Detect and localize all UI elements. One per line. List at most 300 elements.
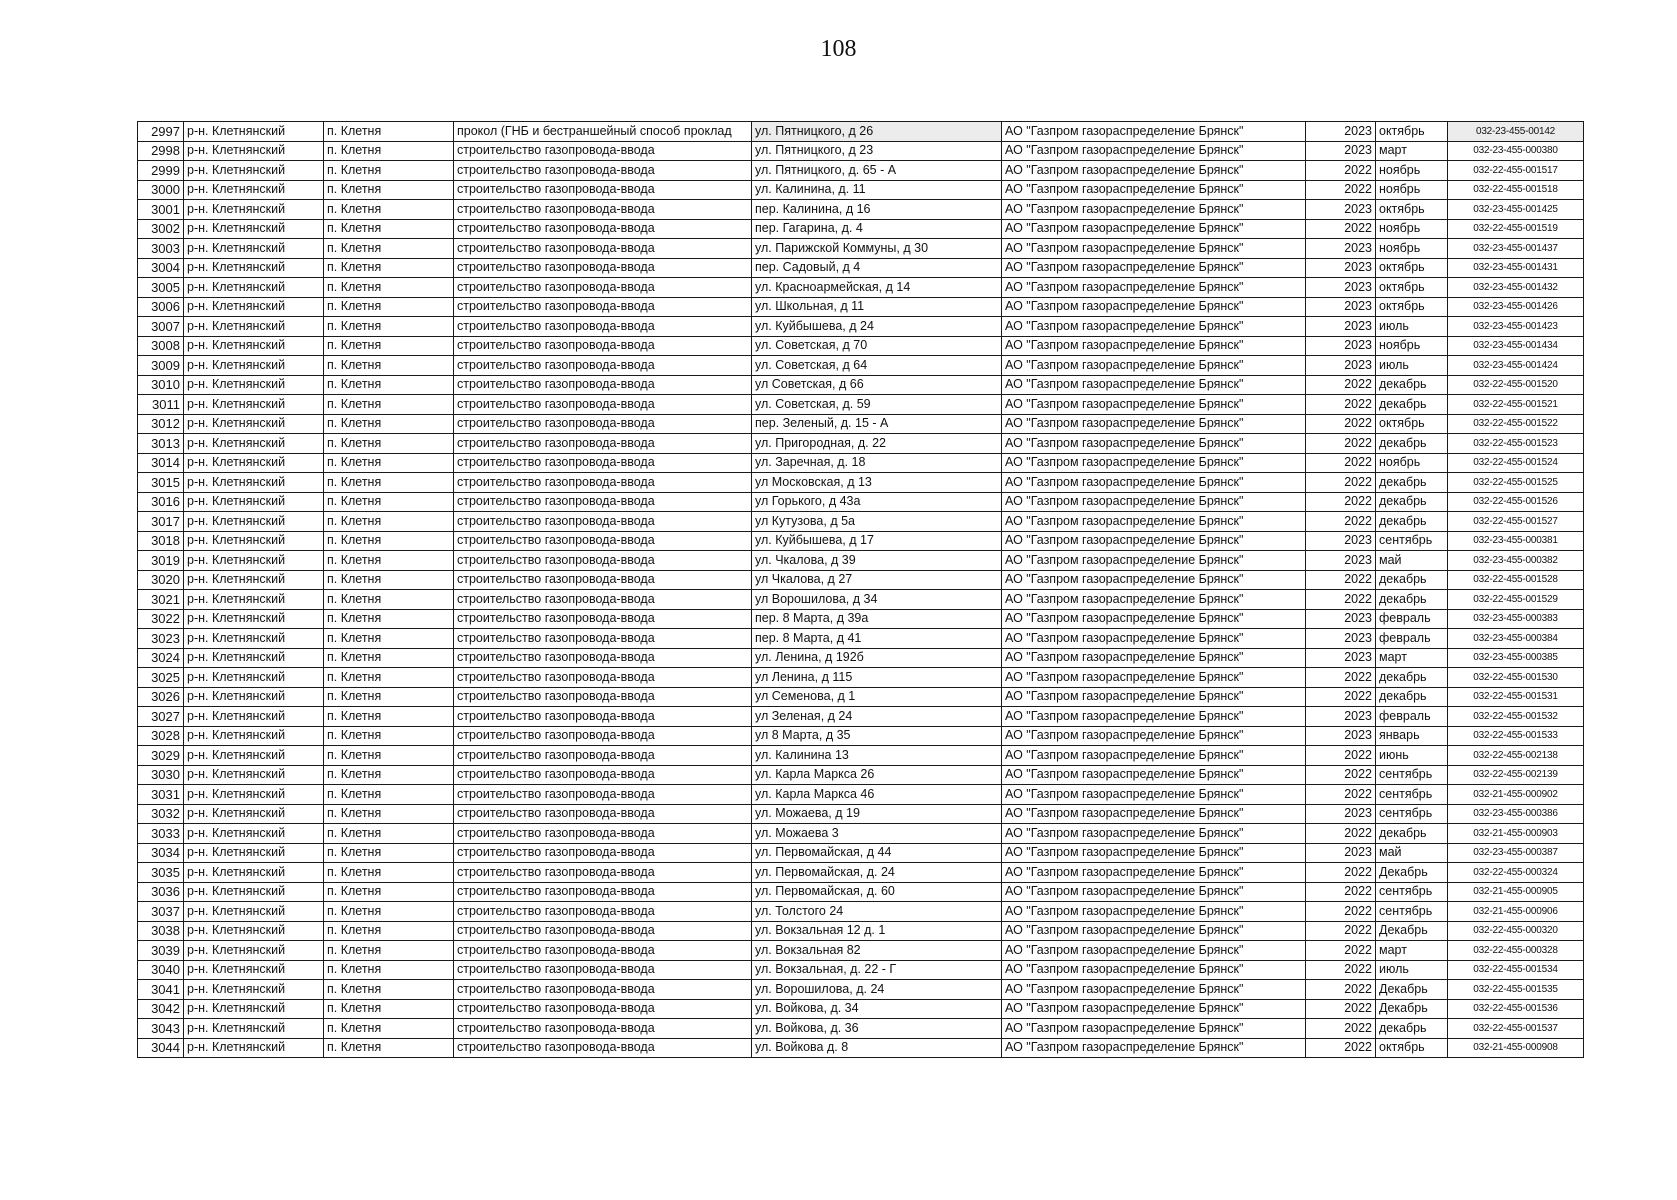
table-row (138, 1038, 1584, 1058)
organization-cell: АО "Газпром газораспределение Брянск" (1002, 239, 1306, 259)
month-cell: сентябрь (1376, 804, 1448, 824)
year-cell: 2023 (1306, 141, 1376, 161)
locality-cell: п. Клетня (324, 239, 454, 259)
table-row (138, 122, 1584, 142)
month-cell: Декабрь (1376, 980, 1448, 1000)
row-number-cell: 3038 (138, 921, 184, 941)
district-cell: р-н. Клетнянский (184, 551, 324, 571)
row-number-cell: 3011 (138, 395, 184, 415)
table-row (138, 200, 1584, 220)
row-number-cell: 3007 (138, 317, 184, 337)
address-cell: ул. Пятницкого, д 23 (752, 141, 1002, 161)
year-cell: 2023 (1306, 551, 1376, 571)
organization-cell: АО "Газпром газораспределение Брянск" (1002, 434, 1306, 454)
row-number-cell: 3037 (138, 902, 184, 922)
row-number-cell: 3000 (138, 180, 184, 200)
district-cell: р-н. Клетнянский (184, 804, 324, 824)
registry-code-cell: 032-23-455-001434 (1448, 336, 1584, 356)
registry-body (138, 122, 1584, 1058)
district-cell: р-н. Клетнянский (184, 999, 324, 1019)
locality-cell: п. Клетня (324, 648, 454, 668)
month-cell: сентябрь (1376, 902, 1448, 922)
table-row (138, 687, 1584, 707)
year-cell: 2023 (1306, 804, 1376, 824)
address-cell: ул Горького, д 43а (752, 492, 1002, 512)
row-number-cell: 3014 (138, 453, 184, 473)
month-cell: октябрь (1376, 258, 1448, 278)
registry-code-cell: 032-22-455-001534 (1448, 960, 1584, 980)
row-number-cell: 3012 (138, 414, 184, 434)
month-cell: июль (1376, 960, 1448, 980)
month-cell: сентябрь (1376, 531, 1448, 551)
month-cell: октябрь (1376, 200, 1448, 220)
organization-cell: АО "Газпром газораспределение Брянск" (1002, 317, 1306, 337)
work-type-cell: строительство газопровода-ввода (454, 941, 752, 961)
month-cell: май (1376, 551, 1448, 571)
work-type-cell: строительство газопровода-ввода (454, 512, 752, 532)
year-cell: 2023 (1306, 629, 1376, 649)
work-type-cell: строительство газопровода-ввода (454, 668, 752, 688)
work-type-cell: строительство газопровода-ввода (454, 999, 752, 1019)
year-cell: 2022 (1306, 1019, 1376, 1039)
year-cell: 2022 (1306, 180, 1376, 200)
month-cell: декабрь (1376, 395, 1448, 415)
registry-code-cell: 032-23-455-00142 (1448, 122, 1584, 142)
table-row (138, 785, 1584, 805)
work-type-cell: строительство газопровода-ввода (454, 785, 752, 805)
table-row (138, 902, 1584, 922)
year-cell: 2023 (1306, 726, 1376, 746)
month-cell: февраль (1376, 629, 1448, 649)
registry-table (137, 121, 1584, 1058)
table-row (138, 980, 1584, 1000)
district-cell: р-н. Клетнянский (184, 980, 324, 1000)
district-cell: р-н. Клетнянский (184, 882, 324, 902)
month-cell: ноябрь (1376, 239, 1448, 259)
registry-code-cell: 032-22-455-000320 (1448, 921, 1584, 941)
work-type-cell: строительство газопровода-ввода (454, 843, 752, 863)
year-cell: 2022 (1306, 999, 1376, 1019)
row-number-cell: 3032 (138, 804, 184, 824)
address-cell: ул. Вокзальная, д. 22 - Г (752, 960, 1002, 980)
work-type-cell: строительство газопровода-ввода (454, 200, 752, 220)
table-row (138, 941, 1584, 961)
organization-cell: АО "Газпром газораспределение Брянск" (1002, 648, 1306, 668)
row-number-cell: 3010 (138, 375, 184, 395)
month-cell: март (1376, 941, 1448, 961)
organization-cell: АО "Газпром газораспределение Брянск" (1002, 278, 1306, 298)
district-cell: р-н. Клетнянский (184, 707, 324, 727)
row-number-cell: 3040 (138, 960, 184, 980)
organization-cell: АО "Газпром газораспределение Брянск" (1002, 726, 1306, 746)
district-cell: р-н. Клетнянский (184, 960, 324, 980)
district-cell: р-н. Клетнянский (184, 570, 324, 590)
work-type-cell: строительство газопровода-ввода (454, 180, 752, 200)
row-number-cell: 3026 (138, 687, 184, 707)
year-cell: 2022 (1306, 785, 1376, 805)
address-cell: ул. Первомайская, д. 24 (752, 863, 1002, 883)
month-cell: Декабрь (1376, 863, 1448, 883)
registry-code-cell: 032-22-455-001528 (1448, 570, 1584, 590)
registry-code-cell: 032-22-455-001535 (1448, 980, 1584, 1000)
registry-code-cell: 032-22-455-001529 (1448, 590, 1584, 610)
work-type-cell: строительство газопровода-ввода (454, 434, 752, 454)
year-cell: 2022 (1306, 921, 1376, 941)
year-cell: 2022 (1306, 492, 1376, 512)
registry-code-cell: 032-23-455-001431 (1448, 258, 1584, 278)
month-cell: июнь (1376, 746, 1448, 766)
locality-cell: п. Клетня (324, 765, 454, 785)
district-cell: р-н. Клетнянский (184, 239, 324, 259)
locality-cell: п. Клетня (324, 785, 454, 805)
registry-code-cell: 032-23-455-000381 (1448, 531, 1584, 551)
table-row (138, 609, 1584, 629)
row-number-cell: 3044 (138, 1038, 184, 1058)
organization-cell: АО "Газпром газораспределение Брянск" (1002, 200, 1306, 220)
address-cell: ул Московская, д 13 (752, 473, 1002, 493)
address-cell: ул. Ворошилова, д. 24 (752, 980, 1002, 1000)
row-number-cell: 3009 (138, 356, 184, 376)
year-cell: 2023 (1306, 648, 1376, 668)
registry-code-cell: 032-22-455-001536 (1448, 999, 1584, 1019)
district-cell: р-н. Клетнянский (184, 395, 324, 415)
table-row (138, 356, 1584, 376)
table-row (138, 648, 1584, 668)
locality-cell: п. Клетня (324, 980, 454, 1000)
work-type-cell: строительство газопровода-ввода (454, 863, 752, 883)
address-cell: ул. Калинина, д. 11 (752, 180, 1002, 200)
year-cell: 2022 (1306, 902, 1376, 922)
organization-cell: АО "Газпром газораспределение Брянск" (1002, 882, 1306, 902)
locality-cell: п. Клетня (324, 512, 454, 532)
table-row (138, 551, 1584, 571)
table-row (138, 492, 1584, 512)
work-type-cell: строительство газопровода-ввода (454, 297, 752, 317)
year-cell: 2022 (1306, 453, 1376, 473)
organization-cell: АО "Газпром газораспределение Брянск" (1002, 512, 1306, 532)
work-type-cell: строительство газопровода-ввода (454, 356, 752, 376)
row-number-cell: 3025 (138, 668, 184, 688)
table-row (138, 161, 1584, 181)
table-row (138, 375, 1584, 395)
row-number-cell: 3039 (138, 941, 184, 961)
row-number-cell: 3023 (138, 629, 184, 649)
row-number-cell: 3031 (138, 785, 184, 805)
locality-cell: п. Клетня (324, 726, 454, 746)
registry-code-cell: 032-22-455-001527 (1448, 512, 1584, 532)
row-number-cell: 2998 (138, 141, 184, 161)
organization-cell: АО "Газпром газораспределение Брянск" (1002, 473, 1306, 493)
address-cell: ул. Можаева, д 19 (752, 804, 1002, 824)
locality-cell: п. Клетня (324, 492, 454, 512)
locality-cell: п. Клетня (324, 999, 454, 1019)
year-cell: 2022 (1306, 668, 1376, 688)
row-number-cell: 3006 (138, 297, 184, 317)
row-number-cell: 3035 (138, 863, 184, 883)
district-cell: р-н. Клетнянский (184, 765, 324, 785)
organization-cell: АО "Газпром газораспределение Брянск" (1002, 746, 1306, 766)
table-row (138, 239, 1584, 259)
table-row (138, 278, 1584, 298)
year-cell: 2022 (1306, 863, 1376, 883)
table-row (138, 746, 1584, 766)
year-cell: 2023 (1306, 356, 1376, 376)
registry-code-cell: 032-22-455-001532 (1448, 707, 1584, 727)
address-cell: ул. Советская, д 70 (752, 336, 1002, 356)
organization-cell: АО "Газпром газораспределение Брянск" (1002, 551, 1306, 571)
table-row (138, 707, 1584, 727)
table-row (138, 297, 1584, 317)
district-cell: р-н. Клетнянский (184, 297, 324, 317)
organization-cell: АО "Газпром газораспределение Брянск" (1002, 122, 1306, 142)
district-cell: р-н. Клетнянский (184, 843, 324, 863)
organization-cell: АО "Газпром газораспределение Брянск" (1002, 590, 1306, 610)
row-number-cell: 3002 (138, 219, 184, 239)
address-cell: ул Чкалова, д 27 (752, 570, 1002, 590)
address-cell: ул. Войкова, д. 34 (752, 999, 1002, 1019)
district-cell: р-н. Клетнянский (184, 414, 324, 434)
row-number-cell: 3008 (138, 336, 184, 356)
work-type-cell: строительство газопровода-ввода (454, 219, 752, 239)
table-row (138, 765, 1584, 785)
table-row (138, 258, 1584, 278)
address-cell: ул. Парижской Коммуны, д 30 (752, 239, 1002, 259)
year-cell: 2022 (1306, 161, 1376, 181)
organization-cell: АО "Газпром газораспределение Брянск" (1002, 453, 1306, 473)
registry-code-cell: 032-22-455-002139 (1448, 765, 1584, 785)
work-type-cell: строительство газопровода-ввода (454, 395, 752, 415)
month-cell: ноябрь (1376, 453, 1448, 473)
row-number-cell: 3034 (138, 843, 184, 863)
registry-code-cell: 032-23-455-000387 (1448, 843, 1584, 863)
organization-cell: АО "Газпром газораспределение Брянск" (1002, 375, 1306, 395)
month-cell: сентябрь (1376, 882, 1448, 902)
registry-code-cell: 032-23-455-000385 (1448, 648, 1584, 668)
year-cell: 2023 (1306, 200, 1376, 220)
locality-cell: п. Клетня (324, 687, 454, 707)
year-cell: 2023 (1306, 609, 1376, 629)
row-number-cell: 3015 (138, 473, 184, 493)
district-cell: р-н. Клетнянский (184, 746, 324, 766)
address-cell: ул. Калинина 13 (752, 746, 1002, 766)
year-cell: 2022 (1306, 434, 1376, 454)
address-cell: ул. Вокзальная 12 д. 1 (752, 921, 1002, 941)
organization-cell: АО "Газпром газораспределение Брянск" (1002, 297, 1306, 317)
table-row (138, 843, 1584, 863)
work-type-cell: строительство газопровода-ввода (454, 1038, 752, 1058)
year-cell: 2022 (1306, 219, 1376, 239)
organization-cell: АО "Газпром газораспределение Брянск" (1002, 1038, 1306, 1058)
work-type-cell: строительство газопровода-ввода (454, 629, 752, 649)
month-cell: декабрь (1376, 1019, 1448, 1039)
table-row (138, 726, 1584, 746)
registry-code-cell: 032-22-455-001521 (1448, 395, 1584, 415)
work-type-cell: строительство газопровода-ввода (454, 278, 752, 298)
registry-code-cell: 032-22-455-000324 (1448, 863, 1584, 883)
organization-cell: АО "Газпром газораспределение Брянск" (1002, 161, 1306, 181)
address-cell: ул. Толстого 24 (752, 902, 1002, 922)
table-row (138, 804, 1584, 824)
address-cell: ул 8 Марта, д 35 (752, 726, 1002, 746)
table-row (138, 668, 1584, 688)
locality-cell: п. Клетня (324, 297, 454, 317)
month-cell: декабрь (1376, 668, 1448, 688)
work-type-cell: строительство газопровода-ввода (454, 746, 752, 766)
organization-cell: АО "Газпром газораспределение Брянск" (1002, 804, 1306, 824)
district-cell: р-н. Клетнянский (184, 122, 324, 142)
table-row (138, 336, 1584, 356)
locality-cell: п. Клетня (324, 356, 454, 376)
district-cell: р-н. Клетнянский (184, 921, 324, 941)
registry-code-cell: 032-22-455-000328 (1448, 941, 1584, 961)
month-cell: декабрь (1376, 434, 1448, 454)
address-cell: ул. Куйбышева, д 24 (752, 317, 1002, 337)
address-cell: ул. Войкова, д. 36 (752, 1019, 1002, 1039)
organization-cell: АО "Газпром газораспределение Брянск" (1002, 609, 1306, 629)
organization-cell: АО "Газпром газораспределение Брянск" (1002, 492, 1306, 512)
row-number-cell: 3029 (138, 746, 184, 766)
registry-code-cell: 032-22-455-001524 (1448, 453, 1584, 473)
address-cell: пер. Гагарина, д. 4 (752, 219, 1002, 239)
organization-cell: АО "Газпром газораспределение Брянск" (1002, 765, 1306, 785)
registry-code-cell: 032-22-455-001520 (1448, 375, 1584, 395)
address-cell: ул Зеленая, д 24 (752, 707, 1002, 727)
work-type-cell: строительство газопровода-ввода (454, 414, 752, 434)
work-type-cell: строительство газопровода-ввода (454, 590, 752, 610)
address-cell: ул. Пригородная, д. 22 (752, 434, 1002, 454)
work-type-cell: строительство газопровода-ввода (454, 317, 752, 337)
registry-code-cell: 032-23-455-001432 (1448, 278, 1584, 298)
organization-cell: АО "Газпром газораспределение Брянск" (1002, 863, 1306, 883)
work-type-cell: строительство газопровода-ввода (454, 375, 752, 395)
month-cell: март (1376, 648, 1448, 668)
district-cell: р-н. Клетнянский (184, 375, 324, 395)
organization-cell: АО "Газпром газораспределение Брянск" (1002, 258, 1306, 278)
locality-cell: п. Клетня (324, 434, 454, 454)
locality-cell: п. Клетня (324, 531, 454, 551)
month-cell: ноябрь (1376, 180, 1448, 200)
row-number-cell: 3033 (138, 824, 184, 844)
table-row (138, 395, 1584, 415)
district-cell: р-н. Клетнянский (184, 726, 324, 746)
registry-code-cell: 032-23-455-000380 (1448, 141, 1584, 161)
locality-cell: п. Клетня (324, 122, 454, 142)
district-cell: р-н. Клетнянский (184, 278, 324, 298)
row-number-cell: 2997 (138, 122, 184, 142)
address-cell: ул. Карла Маркса 26 (752, 765, 1002, 785)
work-type-cell: строительство газопровода-ввода (454, 239, 752, 259)
year-cell: 2022 (1306, 414, 1376, 434)
organization-cell: АО "Газпром газораспределение Брянск" (1002, 395, 1306, 415)
month-cell: май (1376, 843, 1448, 863)
organization-cell: АО "Газпром газораспределение Брянск" (1002, 785, 1306, 805)
district-cell: р-н. Клетнянский (184, 609, 324, 629)
table-row (138, 590, 1584, 610)
year-cell: 2022 (1306, 882, 1376, 902)
address-cell: ул. Войкова д. 8 (752, 1038, 1002, 1058)
registry-code-cell: 032-22-455-001522 (1448, 414, 1584, 434)
district-cell: р-н. Клетнянский (184, 336, 324, 356)
table-row (138, 453, 1584, 473)
organization-cell: АО "Газпром газораспределение Брянск" (1002, 414, 1306, 434)
district-cell: р-н. Клетнянский (184, 668, 324, 688)
address-cell: ул. Вокзальная 82 (752, 941, 1002, 961)
locality-cell: п. Клетня (324, 473, 454, 493)
row-number-cell: 3036 (138, 882, 184, 902)
year-cell: 2022 (1306, 980, 1376, 1000)
month-cell: февраль (1376, 707, 1448, 727)
work-type-cell: строительство газопровода-ввода (454, 492, 752, 512)
row-number-cell: 3018 (138, 531, 184, 551)
row-number-cell: 3017 (138, 512, 184, 532)
month-cell: декабрь (1376, 473, 1448, 493)
month-cell: октябрь (1376, 1038, 1448, 1058)
table-row (138, 570, 1584, 590)
row-number-cell: 3013 (138, 434, 184, 454)
table-row (138, 141, 1584, 161)
district-cell: р-н. Клетнянский (184, 590, 324, 610)
organization-cell: АО "Газпром газораспределение Брянск" (1002, 668, 1306, 688)
month-cell: июль (1376, 356, 1448, 376)
table-row (138, 1019, 1584, 1039)
work-type-cell: строительство газопровода-ввода (454, 707, 752, 727)
month-cell: октябрь (1376, 414, 1448, 434)
organization-cell: АО "Газпром газораспределение Брянск" (1002, 531, 1306, 551)
row-number-cell: 3024 (138, 648, 184, 668)
work-type-cell: строительство газопровода-ввода (454, 921, 752, 941)
work-type-cell: прокол (ГНБ и бестраншейный способ проклад (454, 122, 752, 142)
address-cell: пер. Зеленый, д. 15 - А (752, 414, 1002, 434)
address-cell: ул Советская, д 66 (752, 375, 1002, 395)
registry-code-cell: 032-22-455-001537 (1448, 1019, 1584, 1039)
month-cell: сентябрь (1376, 765, 1448, 785)
registry-code-cell: 032-22-455-001518 (1448, 180, 1584, 200)
address-cell: ул. Пятницкого, д 26 (752, 122, 1002, 142)
registry-code-cell: 032-22-455-001526 (1448, 492, 1584, 512)
district-cell: р-н. Клетнянский (184, 317, 324, 337)
registry-code-cell: 032-23-455-000384 (1448, 629, 1584, 649)
row-number-cell: 3005 (138, 278, 184, 298)
address-cell: пер. 8 Марта, д 41 (752, 629, 1002, 649)
locality-cell: п. Клетня (324, 141, 454, 161)
organization-cell: АО "Газпром газораспределение Брянск" (1002, 219, 1306, 239)
district-cell: р-н. Клетнянский (184, 200, 324, 220)
table-row (138, 219, 1584, 239)
work-type-cell: строительство газопровода-ввода (454, 960, 752, 980)
year-cell: 2023 (1306, 122, 1376, 142)
work-type-cell: строительство газопровода-ввода (454, 453, 752, 473)
work-type-cell: строительство газопровода-ввода (454, 609, 752, 629)
table-row (138, 824, 1584, 844)
work-type-cell: строительство газопровода-ввода (454, 161, 752, 181)
row-number-cell: 3004 (138, 258, 184, 278)
address-cell: ул. Первомайская, д. 60 (752, 882, 1002, 902)
locality-cell: п. Клетня (324, 960, 454, 980)
locality-cell: п. Клетня (324, 453, 454, 473)
year-cell: 2022 (1306, 473, 1376, 493)
work-type-cell: строительство газопровода-ввода (454, 1019, 752, 1039)
locality-cell: п. Клетня (324, 161, 454, 181)
locality-cell: п. Клетня (324, 395, 454, 415)
month-cell: сентябрь (1376, 785, 1448, 805)
registry-code-cell: 032-22-455-001525 (1448, 473, 1584, 493)
row-number-cell: 3042 (138, 999, 184, 1019)
address-cell: ул. Можаева 3 (752, 824, 1002, 844)
registry-code-cell: 032-21-455-000905 (1448, 882, 1584, 902)
locality-cell: п. Клетня (324, 590, 454, 610)
work-type-cell: строительство газопровода-ввода (454, 570, 752, 590)
work-type-cell: строительство газопровода-ввода (454, 687, 752, 707)
